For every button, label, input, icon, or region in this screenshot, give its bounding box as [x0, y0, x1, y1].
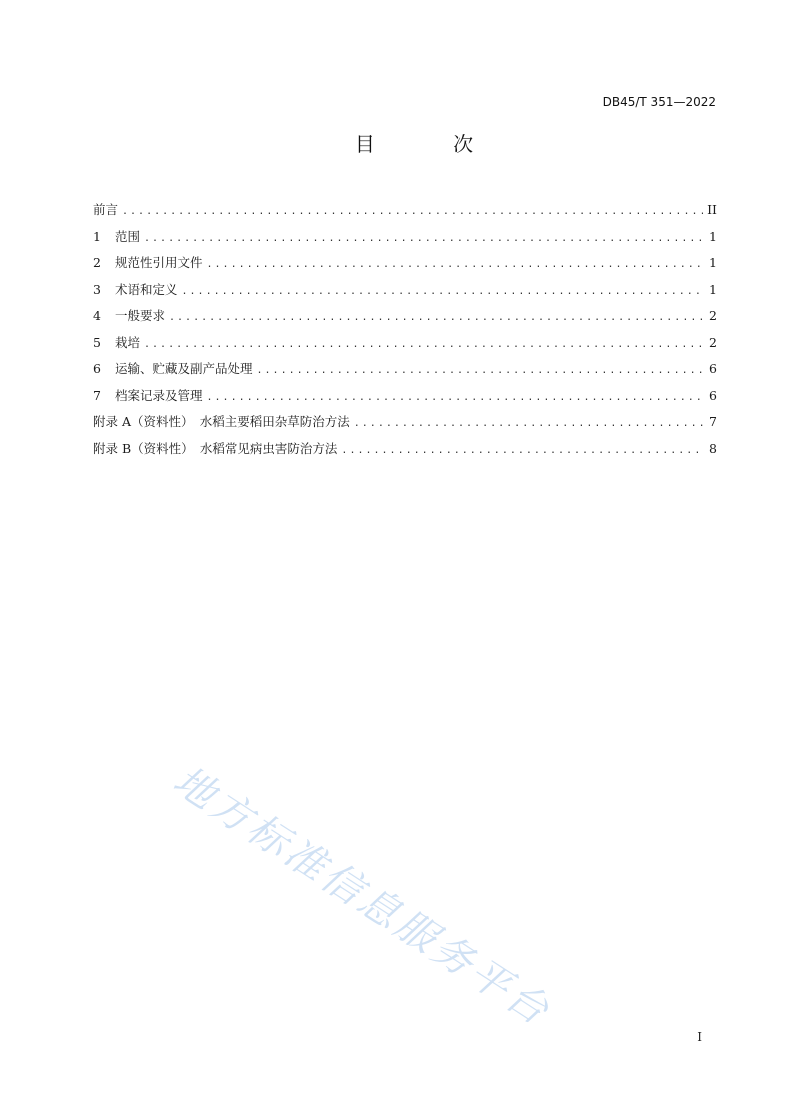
toc-entry-page: 2 [709, 334, 717, 350]
toc-entry-appendix-a[interactable] [93, 412, 717, 439]
toc-leader-dots [354, 418, 703, 429]
toc-leader-dots [182, 286, 703, 297]
toc-entry-number: 3 [93, 281, 101, 297]
toc-entry-appendix-b[interactable] [93, 439, 717, 466]
table-of-contents [93, 200, 717, 465]
toc-leader-dots [169, 312, 703, 323]
toc-entry-foreword[interactable] [93, 200, 717, 227]
watermark: 地方标准信息服务平台 [165, 757, 560, 1036]
toc-entry-label: 4 一般要求 [93, 308, 166, 323]
toc-entry-page: 7 [709, 414, 717, 429]
toc-entry-cultivation[interactable] [93, 333, 717, 360]
toc-entry-label: 附录 A（资料性） 水稻主要稻田杂草防治方法 [93, 414, 350, 429]
toc-entry-label: 1 范围 [93, 228, 141, 244]
toc-entry-page: 1 [709, 228, 717, 244]
toc-entry-label: 5 栽培 [93, 334, 141, 350]
toc-entry-normative-references[interactable] [93, 253, 717, 280]
toc-entry-number: 2 [93, 255, 101, 270]
toc-entry-records-management[interactable] [93, 386, 717, 413]
toc-entry-label: 前言 [93, 202, 119, 217]
toc-entry-page: 8 [709, 440, 717, 456]
toc-entry-scope[interactable] [93, 227, 717, 254]
toc-entry-number: 5 [93, 334, 101, 350]
toc-leader-dots [207, 259, 703, 270]
toc-entry-label: 附录 B（资料性） 水稻常见病虫害防治方法 [93, 440, 338, 456]
toc-entry-page: 1 [709, 281, 717, 297]
toc-entry-terms-definitions[interactable] [93, 280, 717, 307]
toc-title: 目 次 [354, 132, 510, 156]
toc-leader-dots [144, 339, 703, 350]
toc-entry-number: 7 [93, 387, 101, 403]
document-code: DB45/T 351—2022 [602, 95, 716, 109]
toc-leader-dots [122, 206, 703, 217]
toc-entry-page: 6 [709, 387, 717, 403]
toc-entry-label: 7 档案记录及管理 [93, 387, 203, 403]
toc-entry-label: 3 术语和定义 [93, 281, 178, 297]
toc-leader-dots [144, 233, 703, 244]
toc-leader-dots [341, 445, 703, 456]
toc-entry-page: 6 [709, 361, 717, 376]
toc-entry-number: 1 [93, 228, 101, 244]
toc-entry-page: II [707, 202, 717, 217]
toc-entry-general-requirements[interactable] [93, 306, 717, 333]
toc-entry-page: 2 [709, 308, 717, 323]
toc-entry-page: 1 [709, 255, 717, 270]
toc-entry-number: 4 [93, 308, 101, 323]
toc-entry-label: 6 运输、贮藏及副产品处理 [93, 361, 253, 376]
toc-entry-label: 2 规范性引用文件 [93, 255, 203, 270]
toc-entry-transport-storage[interactable] [93, 359, 717, 386]
toc-leader-dots [207, 392, 703, 403]
toc-entry-number: 6 [93, 361, 101, 376]
page-number: I [697, 1030, 702, 1044]
toc-leader-dots [257, 365, 703, 376]
